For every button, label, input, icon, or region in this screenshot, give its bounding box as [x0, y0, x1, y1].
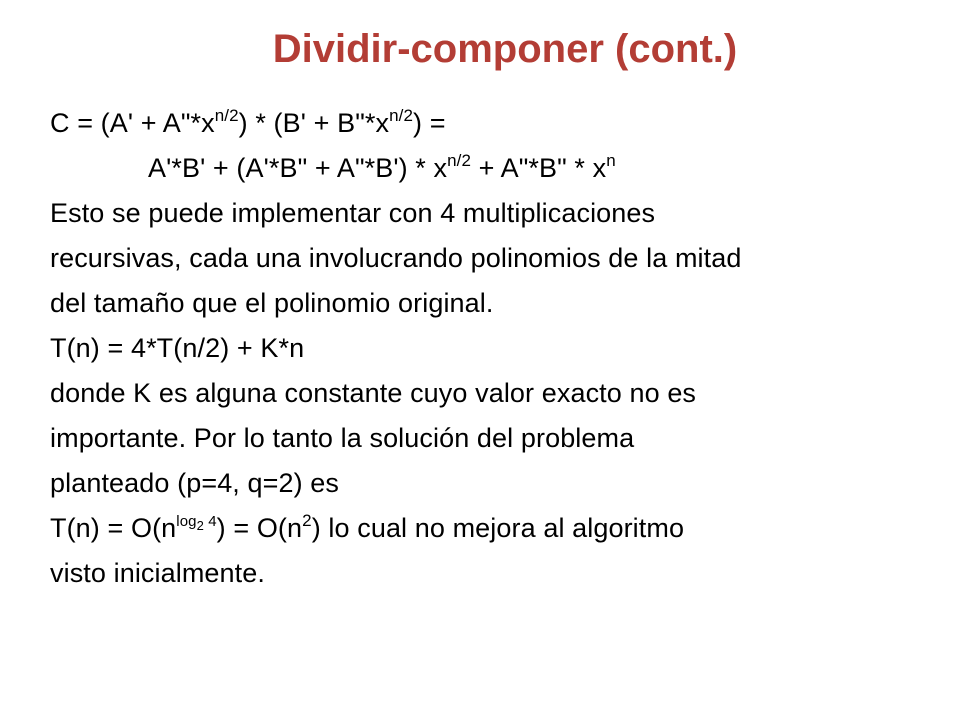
equation-line-2 [50, 146, 930, 191]
paragraph-2-line-1: donde K es alguna constante cuyo valor exacto no es [50, 378, 697, 408]
eq2-exponent-b: n [606, 151, 616, 170]
eq1-part-c: ) = [413, 108, 446, 138]
eq2-part-b: + A"*B" * x [471, 153, 607, 183]
eq1-exponent-b: n/2 [389, 106, 414, 125]
paragraph-1-line-3: del tamaño que el polinomio original. [50, 288, 494, 318]
eq2-part-a: A'*B' + (A'*B" + A"*B') * x [148, 153, 448, 183]
result-part-a: T(n) = O(n [50, 513, 177, 543]
result-square-exponent: 2 [302, 511, 312, 530]
paragraph-2-line-2: importante. Por lo tanto la solución del problema [50, 423, 635, 453]
result-part-b: ) = O(n [216, 513, 303, 543]
result-log: log [176, 513, 197, 530]
result-log-base: 2 [196, 518, 204, 533]
slide-body [50, 101, 930, 596]
result-part-c: ) lo cual no mejora al algoritmo [311, 513, 685, 543]
result-log-arg: 4 [203, 513, 217, 530]
paragraph-1-line-1: Esto se puede implementar con 4 multiplicaciones [50, 198, 656, 228]
equation-line-1 [50, 101, 930, 146]
eq1-part-a: C = (A' + A"*x [50, 108, 215, 138]
eq2-exponent-a: n/2 [447, 151, 472, 170]
paragraph-1-line-2: recursivas, cada una involucrando polinomios de la mitad [50, 243, 742, 273]
eq1-exponent-a: n/2 [214, 106, 239, 125]
slide-title: Dividir-componer (cont.) [272, 27, 738, 71]
result-equation [50, 506, 930, 551]
eq1-part-b: ) * (B' + B"*x [238, 108, 390, 138]
paragraph-2-line-3: planteado (p=4, q=2) es [50, 468, 340, 498]
last-line: visto inicialmente. [50, 558, 265, 588]
result-log-exponent [176, 513, 217, 533]
recurrence-equation: T(n) = 4*T(n/2) + K*n [50, 333, 305, 363]
